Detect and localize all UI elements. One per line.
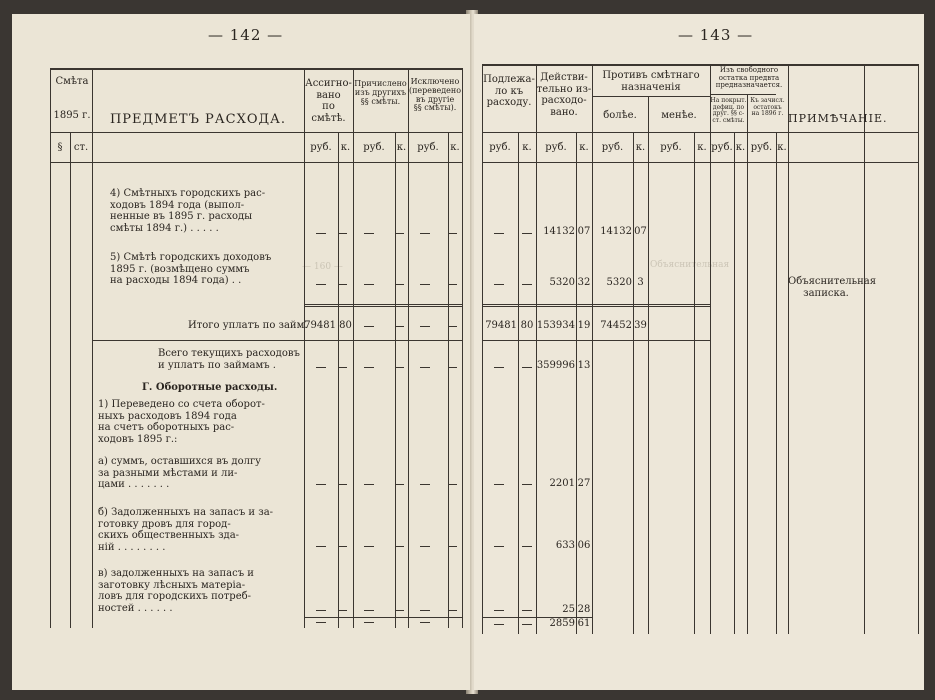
all-actual-rub: 359996 xyxy=(536,360,575,371)
r4-actual-kop: 07 xyxy=(577,226,591,237)
nil-dash xyxy=(494,233,504,234)
nil-dash xyxy=(339,233,347,234)
table-rule xyxy=(482,304,710,305)
kop-header: к. xyxy=(735,142,746,153)
nil-dash xyxy=(364,484,374,485)
nil-dash xyxy=(420,233,430,234)
r4-actual-rub: 14132 xyxy=(543,226,575,237)
kop-header: к. xyxy=(450,142,460,153)
nil-dash xyxy=(364,284,374,285)
r4-more-rub: 14132 xyxy=(600,226,632,237)
total-actual-kop: 19 xyxy=(577,320,591,331)
total-due-kop: 80 xyxy=(520,320,534,331)
nil-dash xyxy=(494,624,504,625)
nil-dash xyxy=(364,610,374,611)
table-rule xyxy=(518,132,519,634)
nil-dash xyxy=(396,284,404,285)
nil-dash xyxy=(449,367,457,368)
item-gv: в) задолженныхъ на запасъ и заготовку лѣсныхъ матеріа- ловъ для городскихъ потреб- ностей . . . . . . xyxy=(98,568,254,614)
total-current-label: Всего текущихъ расходовъ и уплатъ по займамъ . xyxy=(158,348,300,371)
table-rule xyxy=(395,132,396,628)
item-4: 4) Смѣтныхъ городскихъ рас- ходовъ 1894 года (выпол- ненные въ 1895 г. расходы смѣты 1894 г.) . . . . . xyxy=(110,188,266,234)
nil-dash xyxy=(420,546,430,547)
article-header: ст. xyxy=(73,142,89,153)
nil-dash xyxy=(449,284,457,285)
excluded-header: Исключено (переведено въ другіе §§ смѣты). xyxy=(408,77,462,113)
less-header: менѣе. xyxy=(661,110,697,121)
kop-header: к. xyxy=(522,142,532,153)
nil-dash xyxy=(420,367,430,368)
nil-dash xyxy=(316,233,326,234)
bleed-through: Объяснительная xyxy=(650,260,730,270)
kop-header: к. xyxy=(697,142,707,153)
rub-header: руб. xyxy=(601,142,624,153)
table-top-border xyxy=(482,64,918,66)
nil-dash xyxy=(364,233,374,234)
nil-dash xyxy=(364,367,374,368)
nil-dash xyxy=(449,233,457,234)
r5-actual-kop: 32 xyxy=(577,277,591,288)
g-total-kop: 61 xyxy=(577,618,591,629)
total-due-rub: 79481 xyxy=(485,320,517,331)
nil-dash xyxy=(494,610,504,611)
r4-more-kop: 07 xyxy=(634,226,647,237)
nil-dash xyxy=(522,233,532,234)
table-rule xyxy=(482,162,918,163)
rub-header: руб. xyxy=(489,142,511,153)
nil-dash xyxy=(339,284,347,285)
nil-dash xyxy=(396,546,404,547)
nil-dash xyxy=(316,622,326,623)
smeta-header: Смѣта xyxy=(55,76,89,87)
table-rule xyxy=(304,306,462,307)
nil-dash xyxy=(522,610,532,611)
nil-dash xyxy=(494,284,504,285)
item-g1: 1) Переведено со счета оборот- ныхъ расходовъ 1894 года на счетъ оборотныхъ рас- ходовъ 1895 г.: xyxy=(98,399,265,445)
gv-actual-rub: 25 xyxy=(562,604,575,615)
table-rule xyxy=(633,132,634,634)
item-gb: б) Задолженныхъ на запасъ и за- готовку дровъ для город- скихъ общественныхъ зда- ній . . . . . . . . xyxy=(98,507,274,553)
r5-more-rub: 5320 xyxy=(606,277,632,288)
ga-actual-kop: 27 xyxy=(577,478,591,489)
nil-dash xyxy=(396,367,404,368)
rub-header: руб. xyxy=(363,142,385,153)
ga-actual-rub: 2201 xyxy=(549,478,575,489)
nil-dash xyxy=(420,326,430,327)
explanatory-note: Объяснительная записка. xyxy=(788,276,877,299)
table-rule xyxy=(918,64,919,634)
nil-dash xyxy=(494,484,504,485)
actual-header: Действи- тельно из- расходо- вано. xyxy=(536,72,592,118)
nil-dash xyxy=(316,284,326,285)
kop-header: к. xyxy=(635,142,646,153)
total-more-rub: 74452 xyxy=(600,320,632,331)
nil-dash xyxy=(316,367,326,368)
kop-header: к. xyxy=(579,142,589,153)
table-rule xyxy=(338,132,339,628)
table-rule xyxy=(482,132,918,133)
nil-dash xyxy=(364,546,374,547)
nil-dash xyxy=(420,622,430,623)
nil-dash xyxy=(449,546,457,547)
total-actual-rub: 153934 xyxy=(536,320,575,331)
rub-header: руб. xyxy=(660,142,682,153)
item-5: 5) Смѣтѣ городскихъ доходовъ 1895 г. (возмѣщено суммъ на расходы 1894 года) . . xyxy=(110,252,272,286)
nil-dash xyxy=(339,546,347,547)
table-rule xyxy=(304,617,462,618)
rub-header: руб. xyxy=(750,142,773,153)
table-rule xyxy=(482,340,710,341)
cover-deficit-header: На покрыт. дефиц. по друг. §§ с- ст. смѣты. xyxy=(710,97,747,124)
nil-dash xyxy=(522,284,532,285)
table-rule xyxy=(776,132,777,634)
table-rule xyxy=(734,132,735,634)
nil-dash xyxy=(449,610,457,611)
nil-dash xyxy=(494,367,504,368)
nil-dash xyxy=(522,484,532,485)
page-number: — 143 — xyxy=(678,26,754,44)
nil-dash xyxy=(316,484,326,485)
nil-dash xyxy=(494,546,504,547)
kop-header: к. xyxy=(396,142,407,153)
rub-header: руб. xyxy=(310,142,332,153)
nil-dash xyxy=(396,610,404,611)
free-balance-header: Изъ свободного остатка предвта предназначается. xyxy=(715,66,783,90)
kop-header: к. xyxy=(777,142,787,153)
table-rule xyxy=(448,132,449,628)
against-estimate-header: Противъ смѣтнаго назначенія xyxy=(602,70,700,93)
table-rule xyxy=(788,64,789,634)
table-rule xyxy=(304,304,462,305)
r5-actual-rub: 5320 xyxy=(549,277,575,288)
section-header: § xyxy=(57,142,63,153)
gv-actual-kop: 28 xyxy=(577,604,591,615)
all-actual-kop: 13 xyxy=(577,360,591,371)
table-rule xyxy=(462,68,463,628)
nil-dash xyxy=(420,484,430,485)
more-header: болѣе. xyxy=(603,110,637,121)
r5-more-kop: 3 xyxy=(637,277,644,288)
table-top-border xyxy=(50,68,462,70)
notes-header: ПРИМѢЧАНІЕ. xyxy=(788,112,888,125)
nil-dash xyxy=(522,367,532,368)
table-rule xyxy=(710,94,776,95)
table-rule xyxy=(864,64,865,634)
nil-dash xyxy=(316,610,326,611)
page-number: — 142 — xyxy=(208,26,284,44)
nil-dash xyxy=(449,326,457,327)
kop-header: к. xyxy=(340,142,351,153)
reserve-header: Къ зачисл. остатокъ на 1896 г. xyxy=(750,97,785,118)
smeta-year: 1895 г. xyxy=(53,110,91,121)
header-divider xyxy=(50,132,462,133)
table-rule xyxy=(648,96,649,634)
nil-dash xyxy=(339,484,347,485)
table-rule xyxy=(694,132,695,634)
item-ga: а) суммъ, оставшихся въ долгу за разными мѣстами и ли- цами . . . . . . . xyxy=(98,456,262,490)
table-rule xyxy=(92,68,93,628)
gb-actual-kop: 06 xyxy=(577,540,591,551)
bleed-through: — 160 — xyxy=(302,262,343,272)
total-more-kop: 39 xyxy=(634,320,647,331)
total-loans-label: Итого уплатъ по займ. xyxy=(188,320,308,331)
right-page xyxy=(474,14,924,690)
nil-dash xyxy=(396,484,404,485)
nil-dash xyxy=(420,610,430,611)
nil-dash xyxy=(364,622,374,623)
table-rule xyxy=(747,94,748,634)
rub-header: руб. xyxy=(711,142,733,153)
table-rule xyxy=(70,132,71,628)
nil-dash xyxy=(420,284,430,285)
gb-actual-rub: 633 xyxy=(555,540,575,551)
nil-dash xyxy=(316,546,326,547)
table-rule xyxy=(592,96,710,97)
table-rule xyxy=(576,132,577,634)
total-loans-kop: 80 xyxy=(339,320,352,331)
left-page xyxy=(12,14,470,690)
nil-dash xyxy=(449,484,457,485)
section-g-title: Г. Оборотные расходы. xyxy=(142,382,278,393)
rub-header: руб. xyxy=(545,142,567,153)
total-loans-rub: 79481 xyxy=(304,320,336,331)
nil-dash xyxy=(522,624,532,625)
nil-dash xyxy=(522,546,532,547)
nil-dash xyxy=(339,367,347,368)
nil-dash xyxy=(364,326,374,327)
added-header: Причислено изъ другихъ §§ смѣты. xyxy=(354,79,407,106)
table-rule xyxy=(482,306,710,307)
nil-dash xyxy=(396,326,404,327)
header-bottom xyxy=(50,162,462,163)
table-rule xyxy=(92,340,462,341)
nil-dash xyxy=(339,610,347,611)
due-header: Подлежа- ло къ расходу. xyxy=(483,74,535,108)
rub-header: руб. xyxy=(417,142,439,153)
assigned-header: Ассигно- вано по смѣтѣ. xyxy=(305,78,352,124)
g-total-rub: 2859 xyxy=(549,618,575,629)
nil-dash xyxy=(396,233,404,234)
subject-header: ПРЕДМЕТЪ РАСХОДА. xyxy=(109,112,287,127)
